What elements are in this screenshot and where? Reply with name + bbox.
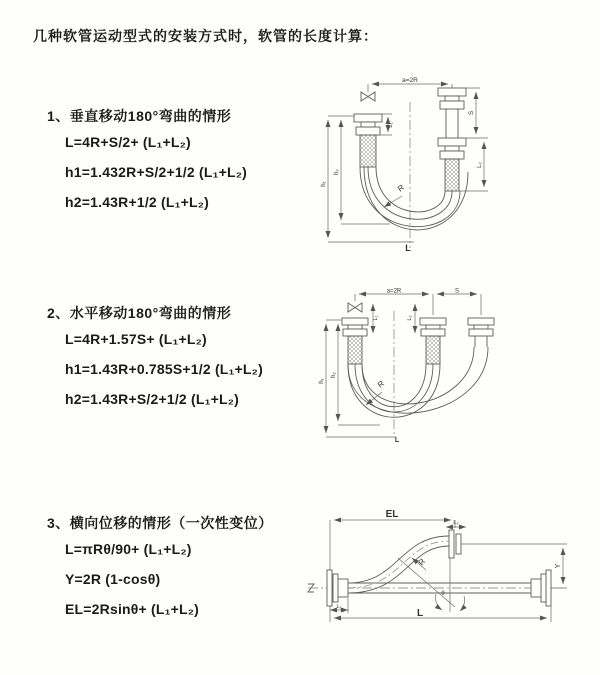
left-flange xyxy=(327,570,348,606)
section-3-formula-Y: Y=2R (1-cosθ) xyxy=(65,571,161,587)
dim-l1-label: L₁ xyxy=(373,315,379,321)
braided-hose-section xyxy=(445,159,459,191)
dim-a-label: a=2R xyxy=(402,77,418,84)
dim-l1-label: L₁ xyxy=(388,122,394,128)
section-3-formula-L: L=πRθ/90+ (L₁+L₂) xyxy=(65,541,192,557)
right-flange xyxy=(531,570,551,606)
dim-l2-label: L₂ xyxy=(453,520,459,526)
middle-fitting xyxy=(420,318,446,364)
radius-leader xyxy=(384,183,406,207)
section-1-formula-L: L=4R+S/2+ (L₁+L₂) xyxy=(65,134,191,150)
radius-label: R xyxy=(395,182,406,194)
dimension-l2 xyxy=(459,142,488,191)
left-fitting xyxy=(354,114,382,167)
diagram-vertical-180-bend xyxy=(318,72,493,254)
radius-label: R xyxy=(416,557,428,568)
section-1-formula-h1: h1=1.432R+S/2+1/2 (L₁+L₂) xyxy=(65,164,247,180)
hose-curves xyxy=(348,347,488,417)
dimension-l2 xyxy=(407,304,415,333)
braided-hose-section xyxy=(360,135,376,167)
right-fitting xyxy=(468,318,494,347)
diagram-lateral-displacement xyxy=(300,500,585,650)
right-fitting-upper xyxy=(438,88,466,138)
radius-label: R xyxy=(375,378,386,390)
section-1-formula-h2: h2=1.43R+1/2 (L₁+L₂) xyxy=(65,194,210,210)
dim-l1-label: L₁ xyxy=(336,604,342,610)
dim-l-label: L xyxy=(416,608,424,619)
dim-l-label: L xyxy=(394,437,400,444)
left-fitting xyxy=(342,318,368,364)
braided-hose-section xyxy=(426,336,440,364)
dim-s-label: S xyxy=(468,110,475,116)
section-3-formula-EL: EL=2Rsinθ+ (L₁+L₂) xyxy=(65,601,200,617)
dimension-s xyxy=(437,289,481,316)
dim-h1-label: h₁ xyxy=(319,378,325,384)
dimension-l2 xyxy=(446,520,466,527)
hose-s-curve xyxy=(348,536,449,593)
dim-h2-label: h₂ xyxy=(331,372,337,378)
valve-icon xyxy=(361,92,375,101)
dimension-el xyxy=(330,509,455,570)
section-1-heading: 1、垂直移动180°弯曲的情形 xyxy=(47,108,232,124)
dimension-s xyxy=(466,88,488,138)
dim-l2-label: L₂ xyxy=(477,162,483,168)
section-2-heading: 2、水平移动180°弯曲的情形 xyxy=(47,305,232,321)
dim-y-label: Y xyxy=(555,563,562,569)
radius-leader xyxy=(412,557,427,570)
braided-hose-section xyxy=(348,336,362,364)
dim-s-label: S xyxy=(454,288,460,295)
dim-a-label: a=2R xyxy=(386,288,402,295)
upper-right-flange xyxy=(449,530,461,558)
angle-theta-label: θ xyxy=(441,591,445,597)
dim-l2-label: L₂ xyxy=(407,315,413,321)
dim-h2-label: h₂ xyxy=(334,169,340,175)
dim-el-label: EL xyxy=(385,509,399,520)
dim-h1-label: h₁ xyxy=(321,181,327,187)
dimension-l1 xyxy=(373,304,379,333)
section-2-formula-h1: h1=1.43R+0.785S+1/2 (L₁+L₂) xyxy=(65,361,263,377)
section-2-formula-h2: h2=1.43R+S/2+1/2 (L₁+L₂) xyxy=(65,391,240,407)
section-3-heading: 3、横向位移的情形（一次性变位） xyxy=(47,515,273,531)
valve-icon xyxy=(348,303,362,312)
diagram-horizontal-180-bend xyxy=(318,285,508,445)
dim-l-label: L xyxy=(405,243,411,253)
page-title: 几种软管运动型式的安装方式时，软管的长度计算： xyxy=(33,28,378,44)
section-2-formula-L: L=4R+1.57S+ (L₁+L₂) xyxy=(65,331,207,347)
right-fitting-lower xyxy=(438,138,466,191)
